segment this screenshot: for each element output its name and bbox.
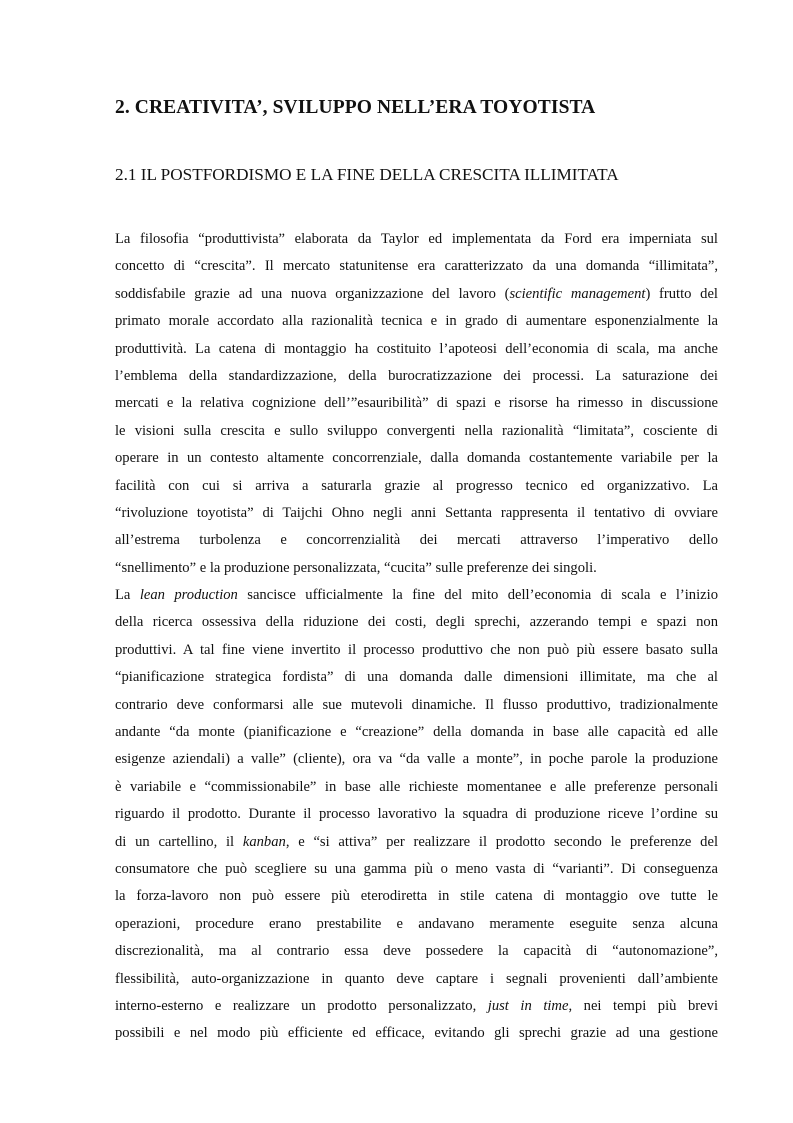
text-line: possibili e nel modo più efficiente ed efficace, evitando gli sprechi grazie ad una gestione: [115, 1025, 718, 1042]
text-line: La filosofia “produttivista” elaborata da Taylor ed implementata da Ford era imperniata sul: [115, 231, 718, 247]
text-line: andante “da monte (pianificazione e “creazione” della domanda in base alle capacità ed alle: [115, 724, 718, 741]
chapter-heading: 2. CREATIVITA’, SVILUPPO NELL’ERA TOYOTISTA: [115, 97, 596, 118]
text-line: della ricerca ossessiva della riduzione dei costi, degli sprechi, azzerando tempi e spazi non: [115, 614, 718, 631]
text-line: è variabile e “commissionabile” in base alle richieste momentanee e alle preferenze personali: [115, 778, 718, 795]
section-heading: 2.1 IL POSTFORDISMO E LA FINE DELLA CRESCITA ILLIMITATA: [115, 165, 619, 184]
text-line: all’estrema turbolenza e concorrenzialità dei mercati attraverso l’imperativo dello: [115, 532, 718, 549]
text-line: la forza-lavoro non può essere più eterodiretta in stile catena di montaggio ove tutte le: [115, 888, 718, 905]
text-line: di un cartellino, il kanban, e “si attiva” per realizzare il prodotto secondo le preferenze del: [115, 833, 718, 850]
text-line: consumatore che può scegliere su una gamma più o meno vasta di “varianti”. Di conseguenza: [115, 860, 718, 877]
text-line: l’emblema della standardizzazione, della burocratizzazione dei processi. La saturazione dei: [115, 367, 718, 384]
text-line: primato morale accordato alla razionalità tecnica e in grado di aumentare esponenzialmente la: [115, 313, 718, 330]
text-line: produttività. La catena di montaggio ha costituito l’apoteosi dell’economia di scala, ma anche: [115, 340, 718, 357]
text-line: “pianificazione strategica fordista” di una domanda dalle dimensioni illimitate, ma che al: [115, 669, 718, 686]
text-line: mercati e la relativa cognizione dell’”esauribilità” di spazi e risorse ha rimesso in discussione: [115, 395, 718, 412]
text-line: esigenze aziendali) a valle” (cliente), ora va “da valle a monte”, in poche parole la produzione: [115, 751, 718, 768]
text-line: flessibilità, auto-organizzazione in quanto deve captare i segnali provenienti dall’ambiente: [115, 970, 718, 987]
text-line: discrezionalità, ma al contrario essa deve possedere la capacità di “autonomazione”,: [115, 943, 718, 960]
text-line: facilità con cui si arriva a saturarla grazie al progresso tecnico ed organizzativo. La: [115, 477, 718, 494]
text-line: le visioni sulla crescita e sullo sviluppo convergenti nella razionalità “limitata”, cosciente di: [115, 422, 718, 439]
text-line: La lean production sancisce ufficialmente la fine del mito dell’economia di scala e l’inizio: [115, 587, 718, 604]
italic-term: just in time: [487, 997, 569, 1014]
text-line: riguardo il prodotto. Durante il processo lavorativo la squadra di produzione riceve l’ordine su: [115, 806, 718, 823]
text-line: operare in un contesto altamente concorrenziale, dalla domanda costantemente variabile per la: [115, 450, 718, 467]
text-line: produttivi. A tal fine viene invertito il processo produttivo che non può più essere basato sulla: [115, 641, 718, 658]
italic-term: kanban: [242, 833, 286, 850]
italic-term: scientific management: [509, 285, 646, 302]
text-line: interno-esterno e realizzare un prodotto personalizzato, just in time, nei tempi più brevi: [115, 997, 718, 1014]
body-text: [115, 226, 718, 1048]
text-line: contrario deve conformarsi alle sue mutevoli dinamiche. Il flusso produttivo, tradizionalmente: [115, 696, 718, 713]
text-line: operazioni, procedure erano prestabilite e andavano meramente eseguite senza alcuna: [115, 915, 718, 932]
text-line: “snellimento” e la produzione personalizzata, “cucita” sulle preferenze dei singoli.: [115, 559, 597, 576]
text-line: “rivoluzione toyotista” di Taijchi Ohno negli anni Settanta rappresenta il tentativo di ovviare: [115, 504, 718, 521]
text-line: soddisfabile grazie ad una nuova organizzazione del lavoro (scientific management) frutto del: [115, 285, 718, 302]
text-line: concetto di “crescita”. Il mercato statunitense era caratterizzato da una domanda “illimitata”,: [115, 258, 718, 275]
italic-term: lean production: [139, 587, 238, 604]
